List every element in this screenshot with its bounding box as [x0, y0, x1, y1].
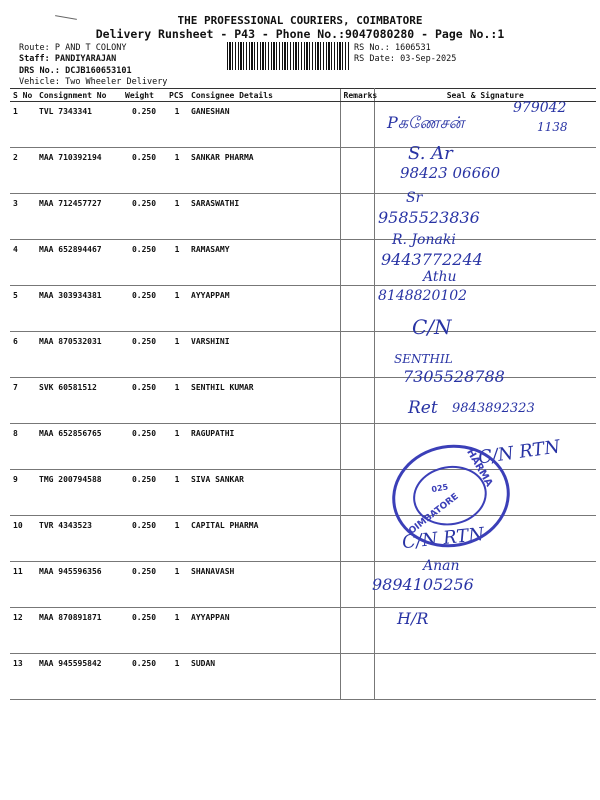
- runsheet-title: Delivery Runsheet - P43 - Phone No.:9047080280 - Page No.:1: [95, 27, 505, 41]
- sig-2-number: 98423 06660: [400, 164, 501, 182]
- row-pcs: 1: [166, 516, 188, 562]
- sig-11-note: C/N RTN: [401, 523, 486, 554]
- row-sno: 1: [10, 102, 36, 148]
- row-remarks: [340, 148, 374, 194]
- stamp-text-top: HARMA: [464, 447, 495, 489]
- row-pcs: 1: [166, 286, 188, 332]
- row-weight: 0.250: [122, 608, 166, 654]
- row-consignee: SUDAN: [188, 654, 340, 700]
- row-consignment-no: MAA 652894467: [36, 240, 122, 286]
- row-sno: 9: [10, 470, 36, 516]
- row-sno: 12: [10, 608, 36, 654]
- row-remarks: [340, 516, 374, 562]
- barcode: [227, 42, 349, 70]
- table-row: [10, 194, 596, 240]
- rs-no-label: RS No.:: [354, 43, 390, 53]
- sig-13-note: H/R: [397, 609, 429, 628]
- sig-3-number: 9585523836: [378, 208, 480, 227]
- row-remarks: [340, 240, 374, 286]
- row-sno: 7: [10, 378, 36, 424]
- staff-value: PANDIYARAJAN: [54, 54, 117, 64]
- row-weight: 0.250: [122, 562, 166, 608]
- row-consignee: SARASWATHI: [188, 194, 340, 240]
- row-remarks: [340, 332, 374, 378]
- row-pcs: 1: [166, 102, 188, 148]
- row-pcs: 1: [166, 424, 188, 470]
- row-consignee: AYYAPPAN: [188, 608, 340, 654]
- sig-5-number: 8148820102: [378, 288, 468, 304]
- row-pcs: 1: [166, 654, 188, 700]
- drs-label: DRS No.:: [19, 66, 60, 76]
- sig-1-name: Pகணேசன்: [387, 113, 465, 132]
- rs-date-label: RS Date:: [354, 54, 395, 64]
- row-pcs: 1: [166, 562, 188, 608]
- sig-7-number: 7305528788: [403, 367, 505, 386]
- table-row: [10, 654, 596, 700]
- row-consignment-no: TVL 7343341: [36, 102, 122, 148]
- drs-value: DCJB160653101: [65, 66, 132, 76]
- sig-7-name: SENTHIL: [394, 352, 453, 366]
- col-remarks: Remarks: [340, 89, 374, 102]
- col-consignment: Consignment No: [36, 89, 122, 102]
- row-remarks: [340, 194, 374, 240]
- row-remarks: [340, 424, 374, 470]
- vehicle-value: Two Wheeler Delivery: [65, 77, 168, 87]
- table-row: [10, 608, 596, 654]
- col-pcs: PCS: [166, 89, 188, 102]
- table-row: [10, 562, 596, 608]
- vehicle-line: [19, 77, 167, 87]
- row-consignment-no: TVR 4343523: [36, 516, 122, 562]
- row-sno: 11: [10, 562, 36, 608]
- row-consignment-no: TMG 200794588: [36, 470, 122, 516]
- row-remarks: [340, 608, 374, 654]
- row-weight: 0.250: [122, 286, 166, 332]
- row-consignment-no: MAA 945595842: [36, 654, 122, 700]
- row-pcs: 1: [166, 608, 188, 654]
- row-pcs: 1: [166, 148, 188, 194]
- sig-8-number: 9843892323: [452, 401, 535, 416]
- row-consignment-no: MAA 945596356: [36, 562, 122, 608]
- row-remarks: [340, 286, 374, 332]
- row-consignment-no: MAA 710392194: [36, 148, 122, 194]
- row-pcs: 1: [166, 194, 188, 240]
- row-consignee: RAGUPATHI: [188, 424, 340, 470]
- row-consignee: GANESHAN: [188, 102, 340, 148]
- row-sno: 3: [10, 194, 36, 240]
- route-label: Route:: [19, 43, 50, 53]
- sig-1-extra: 1138: [537, 120, 568, 134]
- row-weight: 0.250: [122, 240, 166, 286]
- row-remarks: [340, 102, 374, 148]
- table-header-row: [10, 89, 596, 102]
- drs-line: [19, 66, 132, 76]
- row-sno: 10: [10, 516, 36, 562]
- row-weight: 0.250: [122, 102, 166, 148]
- row-remarks: [340, 378, 374, 424]
- row-sno: 8: [10, 424, 36, 470]
- company-name: THE PROFESSIONAL COURIERS, COIMBATORE: [177, 14, 423, 27]
- row-consignment-no: MAA 870532031: [36, 332, 122, 378]
- sig-2-name: S. Ar: [408, 143, 453, 164]
- runsheet-table: [10, 88, 596, 700]
- row-sno: 6: [10, 332, 36, 378]
- row-consignment-no: MAA 870891871: [36, 608, 122, 654]
- row-sno: 2: [10, 148, 36, 194]
- row-weight: 0.250: [122, 378, 166, 424]
- row-consignee: SIVA SANKAR: [188, 470, 340, 516]
- staff-line: [19, 54, 116, 64]
- row-pcs: 1: [166, 332, 188, 378]
- table-row: [10, 516, 596, 562]
- stamp-code: 025: [430, 482, 449, 495]
- table-row: [10, 148, 596, 194]
- table-row: [10, 332, 596, 378]
- row-remarks: [340, 654, 374, 700]
- sig-4-number: 9443772244: [381, 250, 483, 269]
- route-line: [19, 43, 127, 53]
- sig-8-name: Ret: [408, 398, 438, 418]
- row-weight: 0.250: [122, 332, 166, 378]
- col-sno: S No: [10, 89, 36, 102]
- row-consignee: CAPITAL PHARMA: [188, 516, 340, 562]
- row-consignee: SHANAVASH: [188, 562, 340, 608]
- sig-6-note: C/N: [412, 315, 452, 339]
- sig-1-number: 979042: [513, 100, 567, 116]
- sig-5-name: Athu: [423, 269, 457, 285]
- row-consignee: SANKAR PHARMA: [188, 148, 340, 194]
- row-consignee: AYYAPPAM: [188, 286, 340, 332]
- row-weight: 0.250: [122, 424, 166, 470]
- table-row: [10, 102, 596, 148]
- stamp-text-bottom: OIMBATORE: [407, 491, 461, 537]
- rs-no-line: [354, 43, 431, 53]
- row-consignment-no: MAA 303934381: [36, 286, 122, 332]
- table-row: [10, 240, 596, 286]
- col-consignee: Consignee Details: [188, 89, 340, 102]
- row-consignee: SENTHIL KUMAR: [188, 378, 340, 424]
- row-pcs: 1: [166, 378, 188, 424]
- table-row: [10, 286, 596, 332]
- row-sno: 13: [10, 654, 36, 700]
- row-pcs: 1: [166, 470, 188, 516]
- row-sno: 5: [10, 286, 36, 332]
- col-weight: Weight: [122, 89, 166, 102]
- row-consignee: RAMASAMY: [188, 240, 340, 286]
- sig-4-name: R. Jonaki: [392, 232, 456, 248]
- staff-label: Staff:: [19, 54, 50, 64]
- sig-12-name: Anan: [423, 558, 460, 574]
- row-remarks: [340, 562, 374, 608]
- rs-no-value: 1606531: [394, 43, 431, 53]
- rs-date-value: 03-Sep-2025: [400, 54, 457, 64]
- row-consignee: VARSHINI: [188, 332, 340, 378]
- row-weight: 0.250: [122, 654, 166, 700]
- row-weight: 0.250: [122, 516, 166, 562]
- vehicle-label: Vehicle:: [19, 77, 60, 87]
- row-pcs: 1: [166, 240, 188, 286]
- col-signature: Seal & Signature: [374, 89, 596, 102]
- sig-3-name: Sr: [406, 190, 423, 206]
- row-consignment-no: SVK 60581512: [36, 378, 122, 424]
- row-weight: 0.250: [122, 470, 166, 516]
- row-consignment-no: MAA 652856765: [36, 424, 122, 470]
- row-signature: [374, 654, 596, 700]
- row-consignment-no: MAA 712457727: [36, 194, 122, 240]
- row-sno: 4: [10, 240, 36, 286]
- row-weight: 0.250: [122, 148, 166, 194]
- row-remarks: [340, 470, 374, 516]
- row-weight: 0.250: [122, 194, 166, 240]
- rs-date-line: [354, 54, 456, 64]
- sig-9-note: C/N RTN: [476, 436, 562, 469]
- sig-12-number: 9894105256: [372, 575, 474, 594]
- route-value: P AND T COLONY: [54, 43, 127, 53]
